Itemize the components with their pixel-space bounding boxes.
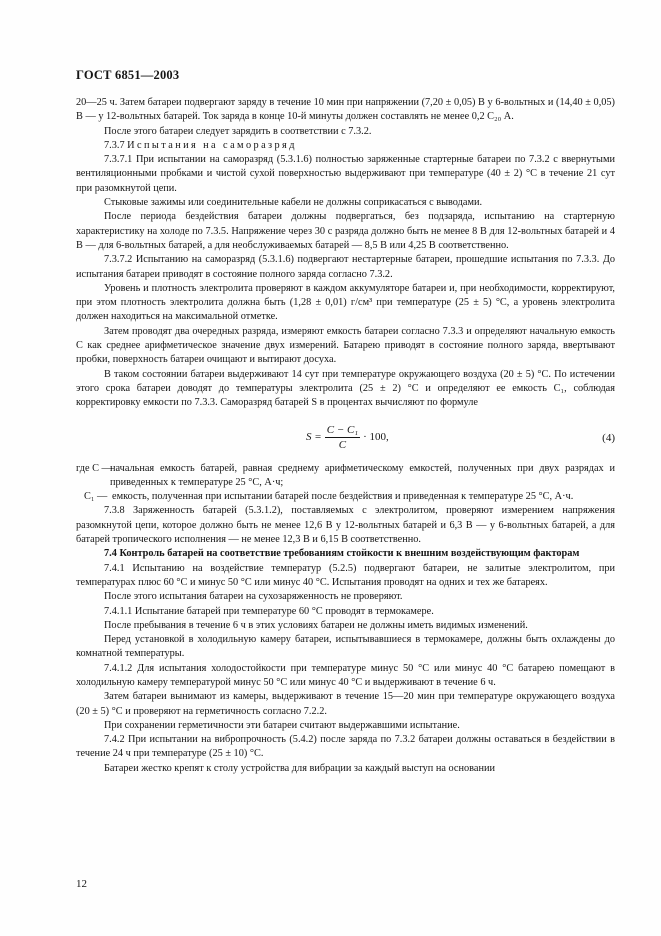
- section-number: 7.3.7: [104, 139, 125, 151]
- paragraph: После этого батареи следует зарядить в соответствии с 7.3.2.: [104, 125, 372, 137]
- formula-numerator: C − C₁: [326, 423, 359, 436]
- paragraph: После пребывания в течение 6 ч в этих условиях батареи не должны иметь видимых изменений.: [104, 619, 528, 631]
- paragraph: 7.3.8 Заряженность батарей (5.3.1.2), поставляемых с электролитом, проверяют измерением напряжения разомкнутой цепи, которое должно быть не менее 12,6 В у 12-вольтных батарей и 6,3 В — у 6-вольтных батарей, а для батарей тропического исполнения — не менее 12,3 В и 6,15 В соответственно.: [76, 505, 615, 546]
- paragraph: 7.4.2 При испытании на вибропрочность (5.4.2) после заряда по 7.3.2 батареи должны оставаться в бездействии в течение 24 ч при температуре (25 ± 10) °С.: [76, 734, 615, 760]
- paragraph: Стыковые зажимы или соединительные кабели не должны соприкасаться с выводами.: [104, 197, 483, 209]
- paragraph: После этого испытания батареи на сухозаряженность не проверяют.: [104, 591, 403, 603]
- formula-lhs: S =: [306, 430, 322, 443]
- section-heading: 7.4 Контроль батарей на соответствие требованиям стойкости к внешним воздействующим факторам: [104, 548, 580, 560]
- paragraph: 7.3.7.1 При испытании на саморазряд (5.3.1.6) полностью заряженные стартерные батареи по 7.3.2 с ввернутыми вентиляционными пробками и чистой сухой поверхностью выдерживают при температуре (40 ± 2) °С в течение 21 сут при разомкнутой цепи.: [76, 154, 615, 194]
- formula-rhs: · 100,: [363, 430, 389, 443]
- definition-label: где C —: [76, 462, 112, 474]
- paragraph: В таком состоянии батареи выдерживают 14 сут при температуре окружающего воздуха (20 ± 5) °С. По истечении этого срока батареи доводят до температуры электролита (25 ± 2) °С и определяют ее емкость C₁, соблюдая корректировку емкости по 7.3.3. Саморазряд батарей S в процентах вычисляют по формуле: [76, 368, 615, 409]
- page-number: 12: [76, 878, 87, 890]
- paragraph: Перед установкой в холодильную камеру батареи, испытывавшиеся в термокамере, должны быть охлаждены до комнатной температуры.: [76, 634, 615, 660]
- paragraph: Затем батареи вынимают из камеры, выдерживают в течение 15—20 мин при температуре окружающего воздуха (20 ± 5) °С и проверяют на герметичность согласно 7.2.2.: [76, 691, 615, 717]
- paragraph: Батареи жестко крепят к столу устройства для вибрации за каждый выступ на основании: [104, 762, 495, 774]
- formula-expression: [306, 423, 389, 452]
- section-heading: [76, 139, 615, 153]
- definition-text: начальная емкость батарей, равная среднему арифметическому емкостей, полученных при двух разрядах и приведенных к температуре 25 °С, А·ч;: [110, 462, 615, 488]
- definition-label: C₁ —: [84, 491, 108, 503]
- paragraph: Уровень и плотность электролита проверяют в каждом аккумуляторе батареи и, при необходимости, корректируют, при этом плотность электролита должна быть (1,28 ± 0,01) г/см³ при температуре (25 ± 5) °С, а уровень электролита должен находиться на максимальной отметке.: [76, 282, 615, 323]
- formula-number: (4): [602, 431, 615, 444]
- definition-row: [76, 462, 615, 491]
- definition-row: [76, 490, 615, 504]
- paragraph: Затем проводят два очередных разряда, измеряют емкость батареи согласно 7.3.3 и определяют начальную емкость C как среднее арифметическое значение двух измерений. Батарею приводят в состояние полного заряда, ввертывают пробки, поверхность батареи очищают и вытирают досуха.: [76, 325, 615, 366]
- paragraph: После периода бездействия батареи должны подвергаться, без подзаряда, испытанию на стартерную характеристику на холоде по 7.3.5. Напряжение через 30 с разряда должно быть не менее 8 В для 12-вольтных батарей и 4 В — для 6-вольтных батарей, а для необслуживаемых батарей — 8,5 В или 4,25 В соответственно.: [76, 211, 615, 251]
- paragraph: 7.4.1.1 Испытание батарей при температуре 60 °С проводят в термокамере.: [104, 605, 434, 617]
- paragraph: При сохранении герметичности эти батареи считают выдержавшими испытание.: [104, 719, 460, 731]
- paragraph: 7.4.1 Испытанию на воздействие температур (5.2.5) подвергают батареи, не залитые электролитом, при температурах плюс 60 °С и минус 50 °С или минус 40 °С. Испытания проводят на одних и тех же батареях.: [76, 562, 615, 588]
- section-title: Испытания на саморазряд: [127, 139, 297, 151]
- paragraph: 20—25 ч. Затем батареи подвергают заряду в течение 10 мин при напряжении (7,20 ± 0,05) В у 6-вольтных и (14,40 ± 0,05) В — у 12-вольтных батарей. Ток заряда в конце 10-й минуты должен составлять не менее 0,2 C₂₀ А.: [76, 97, 615, 123]
- document-body: [76, 96, 615, 776]
- definition-text: емкость, полученная при испытании батарей после бездействия и приведенная к температуре 25 °С, А·ч.: [112, 491, 574, 503]
- formula: [76, 417, 615, 460]
- paragraph: 7.4.1.2 Для испытания холодостойкости при температуре минус 50 °С или минус 40 °С батарею помещают в холодильную камеру температурой минус 50 °С или минус 40 °С и выдерживают в течение 6 ч.: [76, 662, 615, 688]
- formula-denominator: C: [338, 438, 347, 451]
- document-header: ГОСТ 6851—2003: [76, 68, 180, 82]
- formula-fraction: [325, 423, 360, 452]
- paragraph: 7.3.7.2 Испытанию на саморазряд (5.3.1.6) подвергают нестартерные батареи, прошедшие испытания по 7.3.3. До испытания батареи приводят в состояние полного заряда согласно 7.3.2.: [76, 254, 615, 280]
